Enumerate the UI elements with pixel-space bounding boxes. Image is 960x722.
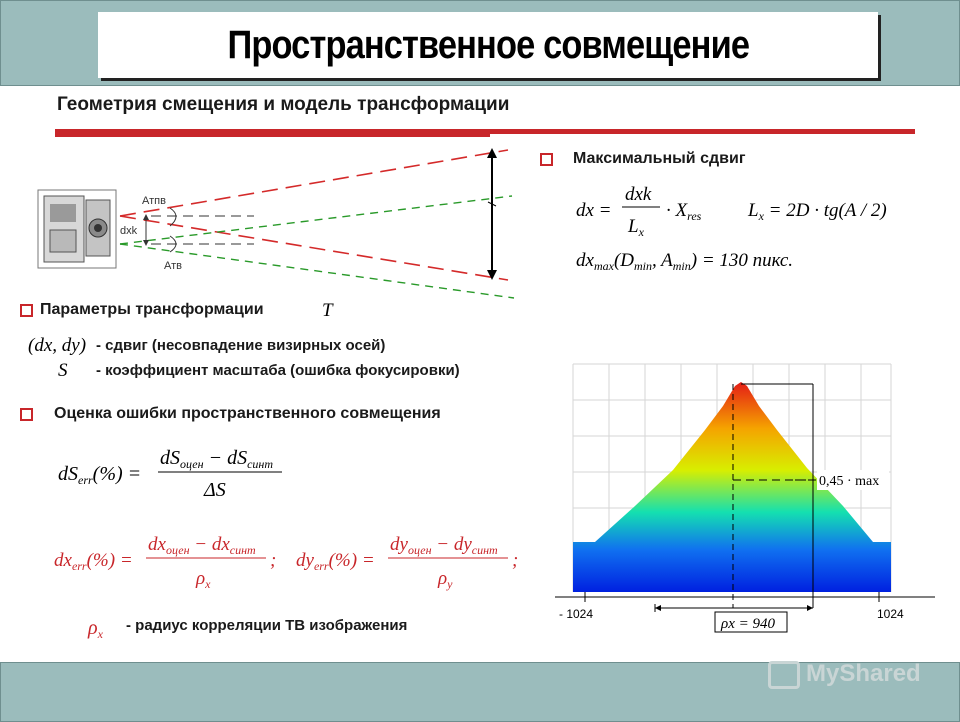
level-label: 0,45 · max [819, 474, 880, 489]
rho-symbol [86, 612, 116, 642]
divider-bar-thick [55, 129, 490, 137]
svg-text:· Xres: · $X_{res}$ [666, 200, 702, 223]
svg-text:dSerr(%) =: $dS_{err}(\%)$ = [58, 463, 142, 487]
svg-text:;: ; [270, 550, 277, 571]
camera-device [38, 190, 116, 268]
watermark-text: MyShared [806, 660, 921, 687]
svg-text:dxоцен − dxсинт: $dx_{оцен} - dx_{синт}$ [148, 534, 256, 557]
scale-description: - коэффициент масштаба (ошибка фокусировки) [96, 362, 460, 379]
formula-dx-dy-err [52, 530, 532, 594]
svg-text:Lx: $L_x$ [628, 216, 644, 239]
red-ray-top [120, 150, 508, 216]
svg-text:ρy: $\rho_y$ [438, 568, 453, 591]
svg-text:Lx = 2D · tg(A / 2): $L_x = 2D \cdot tg(A / 2)$ [748, 200, 887, 223]
svg-text:dyerr(%) =: $dy_{err}(\%)$ = [296, 550, 375, 573]
svg-text:dSоцен − dSсинт: $dS_{оцен} - dS_{синт}$ [160, 447, 274, 471]
formula-ds-err [56, 440, 296, 504]
transform-symbol: T [322, 300, 333, 321]
page-title: Пространственное совмещение [227, 22, 749, 67]
title-box [98, 12, 878, 78]
label-atv-top: Атпв [142, 195, 166, 207]
svg-text:ρx: $\rho_x$ [196, 568, 211, 591]
svg-text:dxk: dxk [625, 184, 652, 205]
svg-text:ΔS: ΔS [204, 479, 226, 501]
error-estimate-heading: Оценка ошибки пространственного совмещения [54, 405, 441, 422]
svg-text:dx =: dx = [576, 200, 612, 221]
scale-symbol: S [58, 360, 68, 381]
rho-description: - радиус корреляции ТВ изображения [126, 617, 408, 634]
shift-symbol: (dx, dy) [28, 335, 87, 356]
svg-text:dxerr(%) =: $dx_{err}(\%)$ = [54, 550, 133, 573]
width-label: ρx = 940 [721, 616, 775, 632]
label-atv-bottom: Атв [164, 260, 182, 272]
bullet-icon [540, 153, 553, 166]
correlation-peak-chart [555, 360, 945, 640]
max-shift-formulas [570, 180, 930, 280]
svg-text:dxmax(Dmin, Amin) = 130 пикс.: $dx_{max}(D_{min}$, $A_{min}) = 130$ пикс. [576, 250, 794, 273]
shift-description: - сдвиг (несовпадение визирных осей) [96, 337, 386, 354]
x-axis-right-label: 1024 [877, 607, 904, 621]
svg-text:dyоцен − dyсинт: $dy_{оцен} - dy_{синт}$ [390, 534, 498, 557]
max-shift-heading: Максимальный сдвиг [573, 150, 746, 167]
svg-text:;: ; [512, 550, 519, 571]
bullet-icon [20, 408, 33, 421]
x-axis-left-label: - 1024 [559, 607, 594, 621]
bullet-icon [20, 304, 33, 317]
section-subtitle: Геометрия смещения и модель трансформации [57, 94, 510, 115]
green-ray-top [120, 196, 512, 244]
transform-params-heading: Параметры трансформации [40, 301, 264, 318]
label-dxk: dxk [120, 225, 138, 237]
watermark-logo-icon [768, 661, 800, 689]
geometry-diagram [36, 140, 516, 310]
svg-text:ρx: $\rho_x$ [88, 617, 103, 641]
watermark [768, 660, 921, 689]
divider-bar-thin [490, 129, 915, 134]
